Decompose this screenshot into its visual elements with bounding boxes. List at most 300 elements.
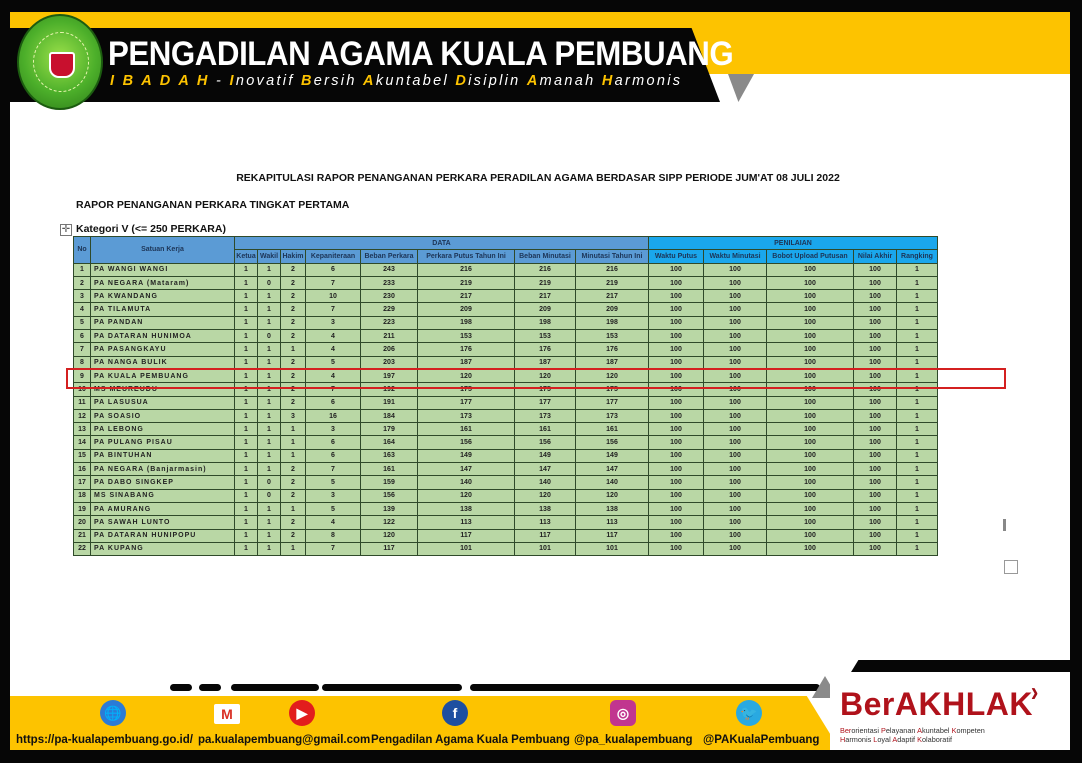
cell-putus: 120 (418, 489, 515, 502)
cell-rank: 1 (897, 369, 938, 382)
cell-waktu-min: 100 (704, 369, 767, 382)
cell-bobot: 100 (767, 316, 854, 329)
table-row (74, 542, 938, 555)
cell-minutasi: 173 (576, 409, 649, 422)
cell-nilai: 100 (854, 303, 897, 316)
cell-beban: 184 (361, 409, 418, 422)
cell-bobot: 100 (767, 330, 854, 343)
cell-waktu-putus: 100 (649, 409, 704, 422)
cell-rank: 1 (897, 343, 938, 356)
table-row (74, 396, 938, 409)
cell-wakil: 0 (258, 276, 281, 289)
cell-hakim: 2 (281, 489, 306, 502)
cell-minutasi: 113 (576, 516, 649, 529)
cell-minutasi: 138 (576, 502, 649, 515)
cell-putus: 101 (418, 542, 515, 555)
tagline-word: orientasi (851, 726, 881, 735)
cell-beban: 139 (361, 502, 418, 515)
cell-putus: 176 (418, 343, 515, 356)
globe-link[interactable] (100, 700, 126, 726)
twitter-link[interactable] (736, 700, 762, 726)
cell-waktu-putus: 100 (649, 263, 704, 276)
cell-beban-min: 176 (515, 343, 576, 356)
cell-no: 11 (74, 396, 91, 409)
cell-wakil: 1 (258, 343, 281, 356)
cell-minutasi: 217 (576, 290, 649, 303)
col-header: Beban Perkara (361, 250, 418, 263)
cell-rank: 1 (897, 409, 938, 422)
motto (110, 73, 682, 89)
cell-bobot: 100 (767, 263, 854, 276)
cell-waktu-putus: 100 (649, 476, 704, 489)
cell-putus: 216 (418, 263, 515, 276)
cell-no: 10 (74, 383, 91, 396)
cell-beban: 159 (361, 476, 418, 489)
cell-waktu-min: 100 (704, 396, 767, 409)
court-logo-icon (17, 14, 103, 110)
cell-rank: 1 (897, 316, 938, 329)
cell-hakim: 2 (281, 316, 306, 329)
table-row (74, 516, 938, 529)
cell-waktu-min: 100 (704, 502, 767, 515)
tagline-word: olaboratif (921, 735, 953, 744)
cell-minutasi: 177 (576, 396, 649, 409)
table-row (74, 276, 938, 289)
footer-link-label[interactable]: pa.kualapembuang@gmail.com (198, 734, 371, 746)
cell-waktu-min: 100 (704, 383, 767, 396)
cell-beban-min: 101 (515, 542, 576, 555)
cell-ketua: 1 (235, 330, 258, 343)
cell-putus: 161 (418, 423, 515, 436)
cell-beban: 203 (361, 356, 418, 369)
col-header: Beban Minutasi (515, 250, 576, 263)
table-row (74, 303, 938, 316)
cell-waktu-putus: 100 (649, 343, 704, 356)
cell-nilai: 100 (854, 542, 897, 555)
tagline-initial: K (917, 735, 922, 744)
cell-ketua: 1 (235, 409, 258, 422)
cell-wakil: 1 (258, 409, 281, 422)
cell-wakil: 1 (258, 396, 281, 409)
cell-name: PA PULANG PISAU (91, 436, 235, 449)
cell-waktu-min: 100 (704, 436, 767, 449)
facebook-link[interactable] (442, 700, 468, 726)
cell-putus: 177 (418, 396, 515, 409)
cell-name: MS MEUREUDU (91, 383, 235, 396)
cell-beban: 161 (361, 463, 418, 476)
cell-putus: 117 (418, 529, 515, 542)
cell-putus: 149 (418, 449, 515, 462)
cell-beban: 211 (361, 330, 418, 343)
cell-hakim: 1 (281, 436, 306, 449)
table-row (74, 409, 938, 422)
instagram-link[interactable] (610, 700, 636, 726)
table-resize-handle[interactable] (1004, 560, 1018, 574)
cell-name: PA NEGARA (Banjarmasin) (91, 463, 235, 476)
cell-putus: 153 (418, 330, 515, 343)
cell-minutasi: 176 (576, 343, 649, 356)
cell-hakim: 1 (281, 423, 306, 436)
globe-icon[interactable]: 🌐 (100, 700, 126, 726)
table-row (74, 489, 938, 502)
cell-nilai: 100 (854, 502, 897, 515)
cell-waktu-min: 100 (704, 449, 767, 462)
motto-word: novatif (235, 73, 301, 89)
table-row (74, 356, 938, 369)
cell-no: 8 (74, 356, 91, 369)
cell-ketua: 1 (235, 369, 258, 382)
col-header: Minutasi Tahun Ini (576, 250, 649, 263)
cell-minutasi: 161 (576, 423, 649, 436)
document-title-text: REKAPITULASI RAPOR PENANGANAN PERKARA PERADILAN AGAMA BERDASAR SIPP PERIODE JUM'AT 08 JULI 2022 (236, 172, 840, 184)
cell-name: PA SOASIO (91, 409, 235, 422)
cell-bobot: 100 (767, 423, 854, 436)
cell-nilai: 100 (854, 263, 897, 276)
cell-putus: 198 (418, 316, 515, 329)
cell-waktu-putus: 100 (649, 396, 704, 409)
cell-waktu-min: 100 (704, 303, 767, 316)
cell-waktu-min: 100 (704, 423, 767, 436)
youtube-icon[interactable]: ▶ (289, 700, 315, 726)
cell-beban-min: 147 (515, 463, 576, 476)
cell-hakim: 2 (281, 383, 306, 396)
cell-wakil: 0 (258, 330, 281, 343)
table-move-handle-icon[interactable]: ✛ (61, 224, 71, 235)
cell-kepaniteraan: 7 (306, 383, 361, 396)
cell-no: 3 (74, 290, 91, 303)
cell-beban: 163 (361, 449, 418, 462)
cell-name: PA DATARAN HUNIPOPU (91, 529, 235, 542)
col-header: Hakim (281, 250, 306, 263)
cell-wakil: 1 (258, 316, 281, 329)
cell-no: 18 (74, 489, 91, 502)
table-body (74, 263, 938, 556)
rapor-table (73, 236, 938, 556)
tagline-initial: P (880, 726, 886, 735)
cell-name: PA PANDAN (91, 316, 235, 329)
cell-beban: 197 (361, 369, 418, 382)
cell-name: PA KWANDANG (91, 290, 235, 303)
cell-bobot: 100 (767, 383, 854, 396)
berakhlak-line-1 (840, 726, 985, 735)
cell-waktu-putus: 100 (649, 316, 704, 329)
cell-nilai: 100 (854, 396, 897, 409)
table-row (74, 436, 938, 449)
col-header: Kepaniteraan (306, 250, 361, 263)
cell-waktu-min: 100 (704, 316, 767, 329)
cell-rank: 1 (897, 383, 938, 396)
cell-name: PA LASUSUA (91, 396, 235, 409)
cell-bobot: 100 (767, 343, 854, 356)
cell-beban: 191 (361, 396, 418, 409)
cell-ketua: 1 (235, 383, 258, 396)
cell-kepaniteraan: 3 (306, 489, 361, 502)
cell-no: 16 (74, 463, 91, 476)
cell-ketua: 1 (235, 449, 258, 462)
footer-link-label[interactable]: https://pa-kualapembuang.go.id/ (16, 734, 193, 746)
cell-bobot: 100 (767, 542, 854, 555)
cell-waktu-putus: 100 (649, 516, 704, 529)
cell-waktu-min: 100 (704, 263, 767, 276)
cell-beban: 229 (361, 303, 418, 316)
cell-beban-min: 173 (515, 409, 576, 422)
cell-kepaniteraan: 4 (306, 369, 361, 382)
cell-kepaniteraan: 8 (306, 529, 361, 542)
document-title (0, 172, 1082, 184)
cell-kepaniteraan: 3 (306, 423, 361, 436)
logo-shield-icon (49, 52, 75, 78)
cell-ketua: 1 (235, 343, 258, 356)
cell-no: 9 (74, 369, 91, 382)
motto-word: armonis (614, 73, 683, 89)
motto-word: isiplin (468, 73, 527, 89)
cell-nilai: 100 (854, 356, 897, 369)
cell-name: PA DABO SINGKEP (91, 476, 235, 489)
cell-putus: 175 (418, 383, 515, 396)
cell-waktu-putus: 100 (649, 542, 704, 555)
cell-bobot: 100 (767, 489, 854, 502)
cell-kepaniteraan: 6 (306, 449, 361, 462)
cell-nilai: 100 (854, 476, 897, 489)
cell-minutasi: 209 (576, 303, 649, 316)
cell-waktu-min: 100 (704, 356, 767, 369)
cell-waktu-min: 100 (704, 516, 767, 529)
table-row (74, 343, 938, 356)
cell-rank: 1 (897, 436, 938, 449)
cell-kepaniteraan: 6 (306, 436, 361, 449)
cell-name: PA AMURANG (91, 502, 235, 515)
footer-link-label[interactable]: Pengadilan Agama Kuala Pembuang (371, 734, 570, 746)
cell-nilai: 100 (854, 276, 897, 289)
cell-bobot: 100 (767, 409, 854, 422)
cell-hakim: 2 (281, 529, 306, 542)
cell-hakim: 2 (281, 290, 306, 303)
cell-putus: 219 (418, 276, 515, 289)
cell-waktu-putus: 100 (649, 290, 704, 303)
cell-nilai: 100 (854, 449, 897, 462)
table-row (74, 383, 938, 396)
cell-waktu-min: 100 (704, 409, 767, 422)
cell-bobot: 100 (767, 369, 854, 382)
motto-word: ersih (313, 73, 364, 89)
cell-wakil: 1 (258, 290, 281, 303)
cell-ketua: 1 (235, 423, 258, 436)
cell-ketua: 1 (235, 263, 258, 276)
cell-name: PA KUPANG (91, 542, 235, 555)
cell-no: 20 (74, 516, 91, 529)
cell-rank: 1 (897, 529, 938, 542)
cell-waktu-min: 100 (704, 330, 767, 343)
motto-initial: H (601, 73, 615, 89)
cell-hakim: 2 (281, 276, 306, 289)
cell-wakil: 1 (258, 542, 281, 555)
cell-name: PA LEBONG (91, 423, 235, 436)
cell-bobot: 100 (767, 290, 854, 303)
col-header: Bobot Upload Putusan (767, 250, 854, 263)
cell-rank: 1 (897, 463, 938, 476)
cell-beban-min: 156 (515, 436, 576, 449)
cell-waktu-putus: 100 (649, 303, 704, 316)
table-row (74, 463, 938, 476)
cell-no: 5 (74, 316, 91, 329)
tagline-word: daptif (897, 735, 918, 744)
cell-name: PA BINTUHAN (91, 449, 235, 462)
cell-no: 13 (74, 423, 91, 436)
cell-waktu-min: 100 (704, 489, 767, 502)
cell-hakim: 2 (281, 263, 306, 276)
cell-putus: 140 (418, 476, 515, 489)
cell-ketua: 1 (235, 396, 258, 409)
cell-rank: 1 (897, 489, 938, 502)
cell-kepaniteraan: 3 (306, 316, 361, 329)
cell-bobot: 100 (767, 396, 854, 409)
cell-beban-min: 120 (515, 369, 576, 382)
cell-ketua: 1 (235, 316, 258, 329)
motto-word: manah (539, 73, 602, 89)
cell-nilai: 100 (854, 463, 897, 476)
berakhlak-logo (830, 672, 1070, 750)
youtube-link[interactable] (289, 700, 315, 726)
cell-ketua: 1 (235, 502, 258, 515)
tagline-initial: L (873, 735, 878, 744)
cell-wakil: 1 (258, 383, 281, 396)
tagline-word: elayanan (885, 726, 918, 735)
cell-wakil: 1 (258, 423, 281, 436)
cell-kepaniteraan: 6 (306, 263, 361, 276)
col-header: Wakil (258, 250, 281, 263)
cell-wakil: 1 (258, 516, 281, 529)
cell-waktu-putus: 100 (649, 423, 704, 436)
cell-waktu-min: 100 (704, 343, 767, 356)
col-header: Perkara Putus Tahun Ini (418, 250, 515, 263)
cell-nilai: 100 (854, 343, 897, 356)
cell-rank: 1 (897, 276, 938, 289)
cell-minutasi: 219 (576, 276, 649, 289)
cell-name: PA KUALA PEMBUANG (91, 369, 235, 382)
cell-rank: 1 (897, 303, 938, 316)
cell-waktu-min: 100 (704, 276, 767, 289)
col-group-penilaian: PENILAIAN (649, 237, 938, 250)
cell-putus: 156 (418, 436, 515, 449)
cell-hakim: 3 (281, 409, 306, 422)
cell-minutasi: 149 (576, 449, 649, 462)
cell-rank: 1 (897, 449, 938, 462)
table-scroll-nub[interactable] (1003, 519, 1006, 531)
cell-beban: 192 (361, 383, 418, 396)
tagline-initial: A (917, 726, 922, 735)
cell-beban-min: 198 (515, 316, 576, 329)
col-no: No (74, 237, 91, 264)
cell-waktu-putus: 100 (649, 356, 704, 369)
cell-ketua: 1 (235, 516, 258, 529)
cell-hakim: 1 (281, 343, 306, 356)
tagline-word: kuntabel (921, 726, 952, 735)
cell-minutasi: 140 (576, 476, 649, 489)
cell-waktu-putus: 100 (649, 449, 704, 462)
cell-hakim: 1 (281, 449, 306, 462)
facebook-icon[interactable]: f (442, 700, 468, 726)
cell-hakim: 2 (281, 396, 306, 409)
table-group-header-row (74, 237, 938, 250)
cell-beban-min: 177 (515, 396, 576, 409)
cell-kepaniteraan: 10 (306, 290, 361, 303)
cell-name: PA NEGARA (Mataram) (91, 276, 235, 289)
cell-waktu-min: 100 (704, 529, 767, 542)
cell-rank: 1 (897, 330, 938, 343)
site-title: PENGADILAN AGAMA KUALA PEMBUANG (108, 35, 734, 73)
cell-no: 15 (74, 449, 91, 462)
cell-waktu-putus: 100 (649, 330, 704, 343)
cell-bobot: 100 (767, 529, 854, 542)
cell-kepaniteraan: 4 (306, 343, 361, 356)
twitter-icon[interactable]: 🐦 (736, 700, 762, 726)
cell-kepaniteraan: 6 (306, 396, 361, 409)
col-header: Waktu Putus (649, 250, 704, 263)
cell-wakil: 0 (258, 476, 281, 489)
cell-waktu-putus: 100 (649, 436, 704, 449)
berakhlak-title: BerAKHLAK (840, 686, 1033, 722)
footer-dash (470, 684, 820, 691)
cell-waktu-putus: 100 (649, 383, 704, 396)
cell-waktu-putus: 100 (649, 276, 704, 289)
cell-ketua: 1 (235, 290, 258, 303)
cell-kepaniteraan: 5 (306, 502, 361, 515)
cell-beban-min: 113 (515, 516, 576, 529)
cell-hakim: 2 (281, 369, 306, 382)
cell-waktu-putus: 100 (649, 502, 704, 515)
cell-beban: 230 (361, 290, 418, 303)
gmail-link[interactable] (214, 700, 240, 724)
document-subtitle: RAPOR PENANGANAN PERKARA TINGKAT PERTAMA (76, 199, 350, 211)
instagram-icon[interactable]: ◎ (610, 700, 636, 726)
tagline-word: armonis (845, 735, 874, 744)
cell-ketua: 1 (235, 303, 258, 316)
footer-link-label[interactable]: @pa_kualapembuang (574, 734, 693, 746)
cell-bobot: 100 (767, 303, 854, 316)
cell-nilai: 100 (854, 489, 897, 502)
cell-beban: 233 (361, 276, 418, 289)
motto-initial: D (455, 73, 469, 89)
cell-minutasi: 153 (576, 330, 649, 343)
cell-kepaniteraan: 16 (306, 409, 361, 422)
cell-putus: 138 (418, 502, 515, 515)
cell-hakim: 2 (281, 516, 306, 529)
table-row (74, 316, 938, 329)
cell-bobot: 100 (767, 356, 854, 369)
cell-ketua: 1 (235, 463, 258, 476)
cell-minutasi: 120 (576, 489, 649, 502)
cell-beban: 120 (361, 529, 418, 542)
cell-nilai: 100 (854, 369, 897, 382)
cell-no: 4 (74, 303, 91, 316)
cell-kepaniteraan: 5 (306, 476, 361, 489)
cell-wakil: 1 (258, 463, 281, 476)
cell-beban: 117 (361, 542, 418, 555)
footer-dash (231, 684, 319, 691)
cell-kepaniteraan: 4 (306, 516, 361, 529)
cell-waktu-putus: 100 (649, 489, 704, 502)
cell-hakim: 2 (281, 303, 306, 316)
bottom-bar (0, 750, 1082, 763)
footer-link-label[interactable]: @PAKualaPembuang (703, 734, 820, 746)
cell-hakim: 1 (281, 502, 306, 515)
gmail-icon[interactable]: M (214, 704, 240, 724)
table-row (74, 290, 938, 303)
cell-minutasi: 216 (576, 263, 649, 276)
cell-nilai: 100 (854, 290, 897, 303)
cell-wakil: 1 (258, 436, 281, 449)
cell-beban: 179 (361, 423, 418, 436)
